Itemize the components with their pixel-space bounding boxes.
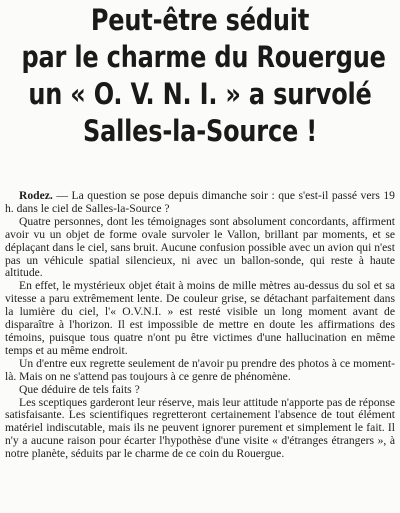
article-body — [5, 190, 395, 461]
article-headline — [21, 2, 386, 150]
article-dateline: Rodez. — [19, 189, 53, 202]
headline-line-2: par le charme du Rouergue — [21, 40, 386, 74]
headline-line-4: Salles-la-Source ! — [82, 114, 318, 148]
article-paragraph-6: Les sceptiques garderont leur réserve, mais leur attitude n'apporte pas de réponse satisfaisante. Les scientifiques regretteront certainement l'absence de tout élément matériel indiscutable, mais ils ne peuvent ignorer purement et simplement le fait. Il n'y a aucune raison pour écarter l'hypothèse d'une visite « d'étranges étrangers », à notre planète, séduits par le charme de ce coin du Rouergue. — [5, 395, 395, 461]
article-paragraph-3: En effet, le mystérieux objet était à moins de mille mètres au-dessus du sol et sa vitesse a paru extrêmement lente. De couleur grise, se détachant parfaitement dans la lumière du ciel, l'« O.V.N.I. » est resté visible un long moment avant de disparaître à l'horizon. Il est impossible de mettre en doute les affirmations des témoins, puisque tous quatre n'ont pu être victimes d'une hallucination en même temps et au même endroit. — [5, 279, 395, 357]
article-paragraph-1-text: — La question se pose depuis dimanche soir : que s'est-il passé vers 19 h. dans le ciel de Salles-la-Source ? — [5, 189, 395, 215]
headline-line-1: Peut-être séduit — [90, 3, 310, 37]
article-paragraph-4: Un d'entre eux regrette seulement de n'avoir pu prendre des photos à ce moment-là. Mais on ne s'attend pas toujours à ce genre de phénomène. — [5, 356, 395, 383]
article-paragraph-2: Quatre personnes, dont les témoignages sont absolument concordants, affirment avoir vu un objet de forme ovale survoler le Vallon, brillant par moments, et se déplaçant dans le ciel, sans bruit. Aucune confusion possible avec un avion qui n'est pas un véhicule spatial silencieux, ni avec un ballon-sonde, qui reste à haute altitude. — [5, 214, 395, 280]
article-paragraph-5: Que déduire de tels faits ? — [19, 382, 140, 396]
article-paragraph-1 — [5, 190, 395, 216]
headline-line-3: un « O. V. N. I. » a survolé — [28, 77, 372, 111]
